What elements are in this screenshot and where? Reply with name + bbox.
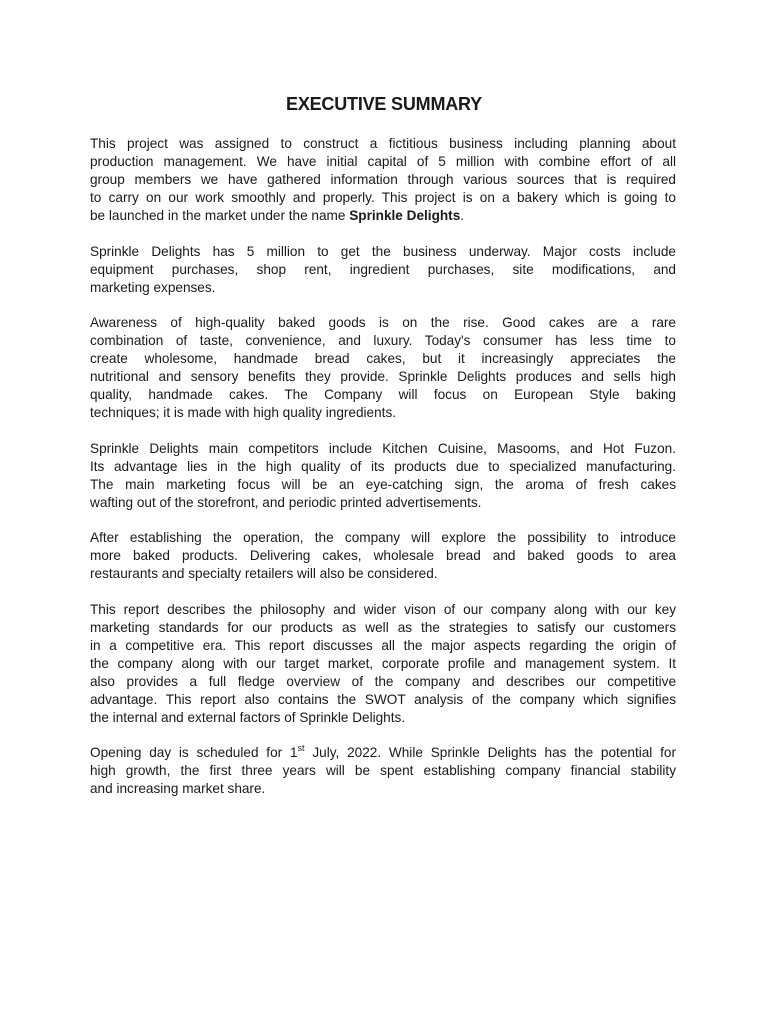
text-segment: Awareness of high-quality baked goods is on the rise. Good cakes are a rare [90, 315, 676, 330]
text-segment: nutritional and sensory benefits they provide. Sprinkle Delights produces and sells high [90, 369, 676, 384]
paragraph-1 [90, 135, 676, 225]
paragraph-4 [90, 440, 676, 512]
text-line [90, 691, 676, 709]
text-segment: Its advantage lies in the high quality of its products due to specialized manufacturing. [90, 458, 676, 474]
text-line [90, 780, 676, 798]
text-line [90, 440, 676, 458]
text-segment: in a competitive era. This report discusses all the major aspects regarding the origin of [90, 637, 676, 653]
text-segment: create wholesome, handmade bread cakes, but it increasingly appreciates the [90, 351, 676, 366]
text-line [90, 476, 676, 494]
text-line [90, 279, 676, 297]
text-segment: quality, handmade cakes. The Company will focus on European Style baking [90, 387, 676, 402]
text-segment: group members we have gathered information through various sources that is required [90, 172, 676, 187]
paragraph-2 [90, 243, 676, 297]
text-line [90, 314, 676, 332]
text-line [90, 529, 676, 547]
text-line [90, 243, 676, 261]
text-line [90, 171, 676, 189]
text-segment: advantage. This report also contains the SWOT analysis of the company which signifies [90, 691, 676, 707]
text-line [90, 547, 676, 565]
text-segment: restaurants and specialty retailers will also be considered. [90, 566, 438, 581]
document-body [90, 135, 676, 816]
text-segment: techniques; it is made with high quality ingredients. [90, 405, 397, 420]
text-line [90, 350, 676, 368]
text-segment: This project was assigned to construct a fictitious business including planning about [90, 136, 676, 151]
text-segment: combination of taste, convenience, and luxury. Today's consumer has less time to [90, 333, 676, 348]
paragraph-3 [90, 314, 676, 422]
text-segment: the internal and external factors of Sprinkle Delights. [90, 709, 406, 725]
text-line [90, 135, 676, 153]
text-segment: July, 2022. While Sprinkle Delights has the potential for [304, 745, 676, 760]
text-segment: Sprinkle Delights has 5 million to get the business underway. Major costs include [90, 243, 676, 259]
text-line [90, 565, 676, 583]
text-segment: also provides a full fledge overview of the company and describes our competitive [90, 673, 676, 689]
page-title: EXECUTIVE SUMMARY [286, 94, 482, 114]
paragraph-7 [90, 744, 676, 798]
text-segment: marketing standards for our products as well as the strategies to satisfy our customers [90, 619, 676, 635]
text-segment: marketing expenses. [90, 279, 216, 295]
text-line [90, 153, 676, 171]
paragraph-6 [90, 601, 676, 727]
text-segment: and increasing market share. [90, 781, 266, 796]
text-line [90, 744, 676, 762]
text-segment: production management. We have initial capital of 5 million with combine effort of all [90, 154, 676, 169]
text-segment: This report describes the philosophy and wider vison of our company along with our key [90, 601, 676, 617]
text-segment: After establishing the operation, the company will explore the possibility to introduce [90, 530, 676, 545]
text-segment: equipment purchases, shop rent, ingredient purchases, site modifications, and [90, 261, 676, 277]
text-line [90, 494, 676, 512]
text-segment: Sprinkle Delights main competitors include Kitchen Cuisine, Masooms, and Hot Fuzon. [90, 440, 676, 456]
text-line [90, 762, 676, 780]
text-line [90, 655, 676, 673]
text-segment: the company along with our target market, corporate profile and management system. It [90, 655, 676, 671]
text-segment: more baked products. Delivering cakes, wholesale bread and baked goods to area [90, 548, 676, 563]
text-line [90, 709, 676, 727]
text-line [90, 637, 676, 655]
paragraph-5 [90, 529, 676, 583]
text-line [90, 189, 676, 207]
text-segment: . [460, 208, 465, 223]
text-line [90, 368, 676, 386]
text-line [90, 261, 676, 279]
text-segment: high growth, the first three years will be spent establishing company financial stability [90, 763, 676, 778]
superscript-text: st [297, 743, 305, 753]
text-line [90, 386, 676, 404]
text-segment: The main marketing focus will be an eye-catching sign, the aroma of fresh cakes [90, 476, 676, 492]
text-segment: to carry on our work smoothly and properly. This project is on a bakery which is going to [90, 190, 676, 205]
text-segment: be launched in the market under the name [90, 208, 350, 223]
text-segment: Opening day is scheduled for 1 [90, 745, 298, 760]
text-line [90, 332, 676, 350]
bold-text: Sprinkle Delights [349, 208, 461, 223]
text-line [90, 619, 676, 637]
text-line [90, 601, 676, 619]
text-segment: wafting out of the storefront, and periodic printed advertisements. [90, 494, 482, 510]
text-line [90, 673, 676, 691]
text-line [90, 458, 676, 476]
text-line [90, 404, 676, 422]
text-line [90, 207, 676, 225]
